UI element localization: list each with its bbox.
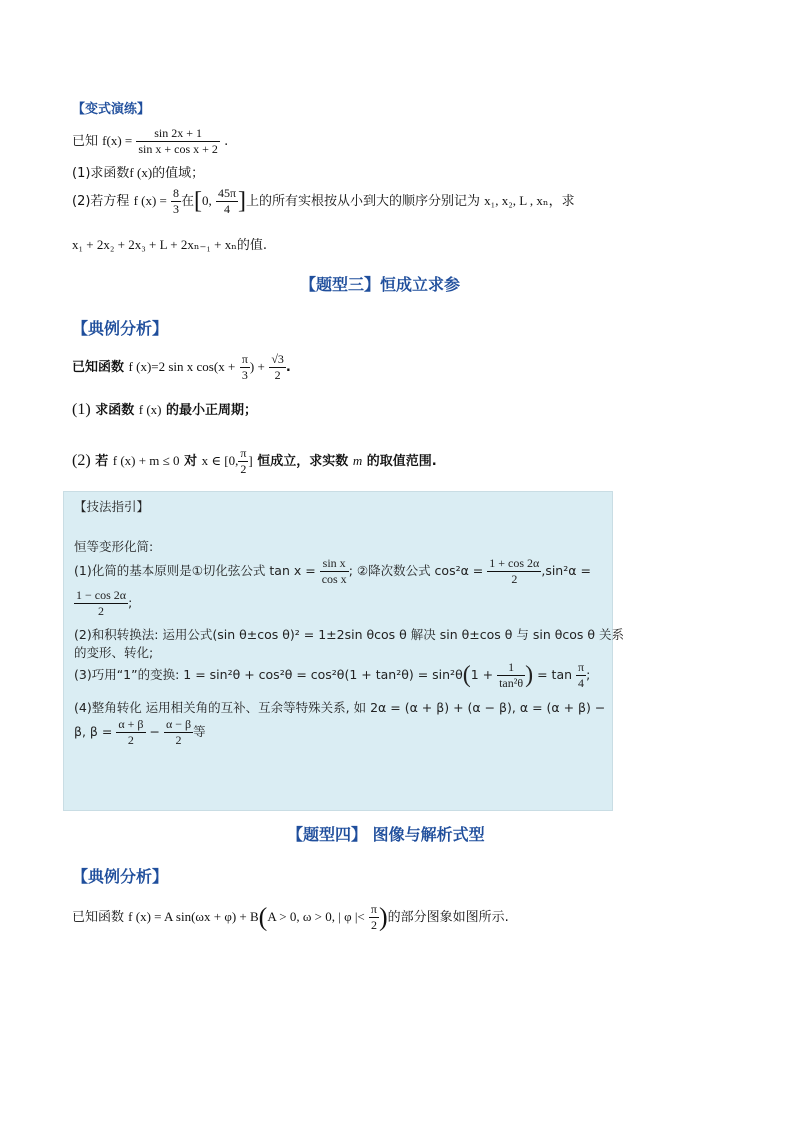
tips-l6-pi-frac — [576, 660, 586, 691]
variant-heading: 【变式演练】 — [72, 102, 151, 117]
variant-q2-in: 在 — [181, 194, 195, 209]
type3-frac2-num: √3 — [271, 352, 284, 366]
tips-l8-frac2-num: α − β — [165, 717, 192, 731]
tips-line1: 恒等变形化简: — [74, 539, 154, 554]
tips-l6-pi-num: π — [578, 660, 585, 674]
variant-intro: 已知 — [72, 134, 99, 149]
variant-q2-frac-num: 8 — [173, 186, 180, 200]
type4-stmt-fx: f (x) = A sin(ωx + φ) + B — [128, 909, 259, 924]
tips-l8-minus: − — [149, 724, 160, 739]
type4-stmt-end: 的部分图象如图所示. — [387, 910, 509, 925]
type3-q1-text: 求函数 — [95, 403, 135, 418]
type3-example-heading: 【典例分析】 — [72, 319, 169, 338]
type3-q2-tail: 的取值范围. — [366, 454, 437, 469]
type3-stmt-frac2 — [269, 352, 286, 383]
variant-q2-int-a: 0, — [202, 193, 212, 208]
type3-q2-num: (2) — [72, 452, 91, 469]
tips-l6-frac — [497, 660, 525, 691]
variant-fraction — [136, 126, 220, 157]
type3-q1 — [72, 399, 257, 419]
tips-line3 — [74, 588, 132, 619]
variant-q2-sum-expr: x₁ + 2x₂ + 2x₃ + L + 2xₙ₋₁ + xₙ — [72, 237, 237, 252]
type3-q2-for: 对 — [184, 454, 198, 469]
type4-lparen: ( — [258, 902, 268, 932]
type3-q2-if: 若 — [95, 454, 109, 469]
type4-title: 【题型四】 图像与解析式型 — [287, 825, 485, 844]
right-bracket: ] — [238, 188, 246, 214]
tips-l6-rparen: ) — [525, 662, 534, 688]
type3-stmt-end: . — [285, 360, 291, 375]
tips-line5: 的变形、转化; — [74, 645, 154, 660]
type3-stmt-text: 已知函数 — [72, 360, 125, 375]
tips-l2-frac2-den: 2 — [511, 572, 518, 586]
type4-stmt-frac — [369, 902, 379, 933]
type3-q2-frac-den: 2 — [240, 462, 247, 476]
tips-l3-frac-den: 2 — [98, 604, 105, 618]
type3-q2-x: x ∈ [0, — [201, 453, 239, 468]
variant-q2-desc: 上的所有实根按从小到大的顺序分别记为 — [246, 194, 481, 209]
variant-fx: f(x) = — [102, 133, 133, 148]
variant-q2-sum — [72, 234, 267, 253]
tips-l2-mid: ; ②降次数公式 cos²α = — [348, 563, 484, 578]
variant-q2-int-den: 4 — [223, 202, 230, 216]
type4-statement — [72, 902, 509, 933]
tips-l3-end: ; — [128, 595, 133, 610]
tips-line4: (2)和积转换法: 运用公式(sin θ±cos θ)² = 1±2sin θcos θ 解决 sin θ±cos θ 与 sin θcos θ 关系 — [74, 627, 625, 642]
variant-period: . — [224, 134, 229, 149]
tips-l6-end: ; — [586, 667, 591, 682]
tips-line6: (3)巧用“1”的变换: 1 = sin²θ + cos²θ = cos²θ(1 + tan²θ) = sin²θ(1 + $\frac{1}{\text{tan²θ}}$ ) = tan $\frac{\pi}{4}$ ; — [74, 660, 591, 690]
tips-l8-frac1 — [116, 717, 145, 748]
variant-q2-frac — [171, 186, 181, 217]
tips-l8-frac2 — [164, 717, 193, 748]
type3-q2-frac-num: π — [240, 446, 247, 460]
tips-l6-tan: = tan — [537, 667, 573, 682]
tips-line8 — [74, 717, 206, 748]
variant-frac-den: sin x + cos x + 2 — [138, 142, 218, 156]
type4-example-heading: 【典例分析】 — [72, 867, 169, 886]
tips-l8-frac2-den: 2 — [175, 733, 182, 747]
tips-l6-frac-num: 1 — [497, 660, 525, 676]
type3-frac2-den: 2 — [274, 368, 281, 382]
type3-frac1-den: 3 — [241, 368, 248, 382]
variant-frac-num: sin 2x + 1 — [136, 126, 220, 142]
tips-l6-frac-den: tan²θ — [499, 676, 524, 690]
variant-q2-text: (2)若方程 — [72, 194, 130, 209]
type3-q2-ineq: f (x) + m ≤ 0 — [112, 453, 180, 468]
variant-q2-seq: x₁, x₂, L , xₙ — [484, 193, 549, 208]
tips-l3-frac — [74, 588, 128, 619]
tips-l3-frac-num: 1 − cos 2α — [76, 588, 127, 602]
variant-q2 — [72, 186, 575, 217]
tips-l2-frac2-num: 1 + cos 2α — [489, 556, 540, 570]
type3-q2 — [72, 446, 437, 477]
type4-rparen: ) — [378, 902, 388, 932]
variant-q1-text: (1)求函数 — [72, 166, 130, 181]
tips-l6-pi-den: 4 — [578, 676, 585, 690]
tips-l8-frac1-num: α + β — [118, 717, 144, 731]
tips-line7: (4)整角转化 运用相关角的互补、互余等特殊关系, 如 2α = (α + β) + (α − β), α = (α + β) − — [74, 700, 606, 715]
tips-line2 — [74, 556, 591, 587]
type3-frac1-num: π — [241, 352, 248, 366]
tips-l8-text: β, β = — [74, 724, 113, 739]
tips-heading: 【技法指引】 — [74, 499, 150, 514]
tips-l2-frac2 — [487, 556, 541, 587]
type3-stmt-frac1 — [240, 352, 250, 383]
type3-statement — [72, 352, 291, 383]
type3-stmt-fx: f (x)=2 sin x cos(x + — [128, 359, 236, 374]
variant-q2-ask: ，求 — [548, 194, 575, 209]
type3-title: 【题型三】恒成立求参 — [300, 275, 461, 294]
tips-l6-text: (3)巧用“1”的变换: 1 = sin²θ + cos²θ = cos²θ(1 + tan²θ) = sin²θ — [74, 667, 463, 682]
tips-l6-lparen: ( — [462, 662, 471, 688]
variant-q2-int-num: 45π — [217, 186, 236, 200]
tips-box — [63, 491, 625, 811]
variant-q2-fx: f (x) = — [133, 193, 167, 208]
tips-l2-end: ,sin²α = — [541, 563, 591, 578]
tips-l8-frac1-den: 2 — [127, 733, 134, 747]
left-bracket: [ — [194, 188, 203, 214]
type3-q1-tail: 的最小正周期； — [166, 403, 258, 418]
variant-q2-sum-tail: 的值. — [236, 238, 267, 253]
tips-l2-frac1-num: sin x — [320, 556, 349, 572]
type3-q1-num: (1) — [72, 401, 91, 418]
tips-l8-end: 等 — [193, 724, 206, 739]
variant-q2-frac-den: 3 — [173, 202, 180, 216]
tips-l2-frac1 — [320, 556, 349, 587]
type3-stmt-plus: ) + — [249, 359, 265, 374]
type3-q2-m: m — [352, 453, 363, 468]
variant-q2-int-frac — [216, 186, 238, 217]
type4-stmt-text: 已知函数 — [72, 910, 125, 925]
variant-q1-fx: f (x) — [129, 165, 153, 180]
tips-l2-frac1-den: cos x — [321, 572, 347, 586]
type4-stmt-cond: A > 0, ω > 0, | φ |< — [267, 909, 365, 924]
type4-frac-den: 2 — [370, 918, 377, 932]
type3-q2-frac — [238, 446, 248, 477]
type4-frac-num: π — [370, 902, 377, 916]
type3-q2-close: ] — [248, 453, 253, 468]
variant-statement — [72, 126, 228, 157]
type3-q2-text: 恒成立，求实数 — [257, 454, 349, 469]
variant-q1-tail: 的值域； — [152, 166, 205, 181]
tips-l2-text: (1)化简的基本原则是①切化弦公式 tan x = — [74, 563, 316, 578]
variant-q1 — [72, 162, 204, 181]
type3-q1-fx: f (x) — [138, 402, 162, 417]
